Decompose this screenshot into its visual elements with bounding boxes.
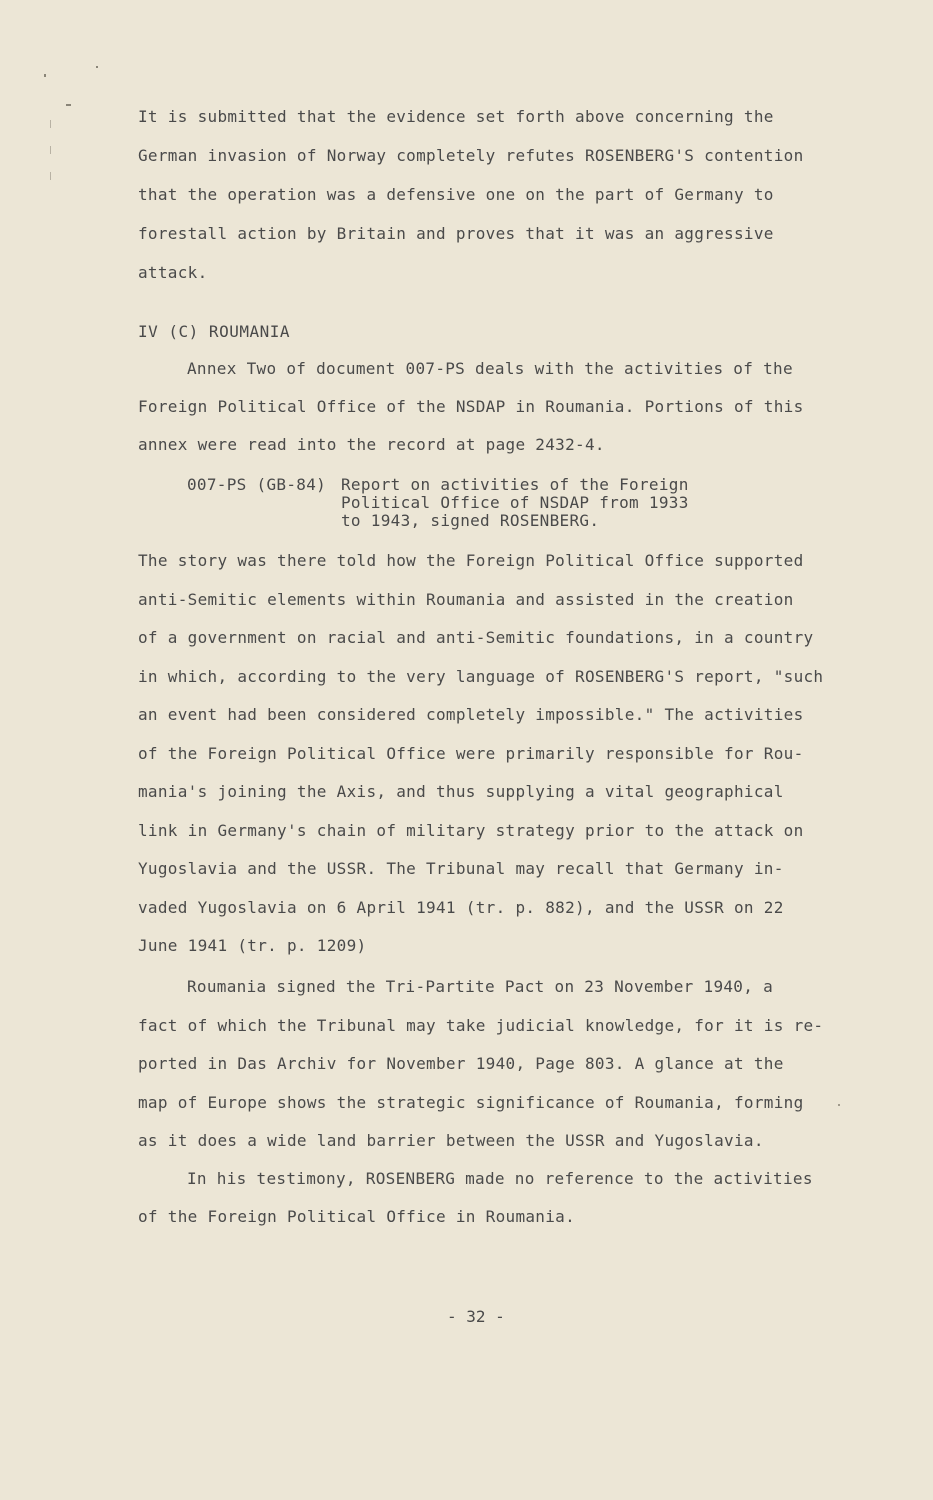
citation-line: Report on activities of the Foreign <box>341 475 689 494</box>
text-line: attack. <box>138 263 208 282</box>
margin-mark <box>44 74 46 77</box>
text-line: in which, according to the very language of ROSENBERG'S report, "such <box>138 666 824 686</box>
citation-line: Political Office of NSDAP from 1933 <box>341 493 689 512</box>
text-line: Foreign Political Office of the NSDAP in Roumania. Portions of this <box>138 397 804 416</box>
text-line: The story was there told how the Foreign Political Office supported <box>138 551 804 570</box>
text-line: of the Foreign Political Office in Roumania. <box>138 1207 576 1226</box>
margin-mark <box>838 1104 840 1106</box>
margin-mark <box>50 146 51 154</box>
text-line: forestall action by Britain and proves that it was an aggressive <box>138 224 774 243</box>
text-line: an event had been considered completely impossible." The activities <box>138 705 804 724</box>
text-line: German invasion of Norway completely refutes ROSENBERG'S contention <box>138 146 804 165</box>
text-line: annex were read into the record at page 2432-4. <box>138 435 605 454</box>
text-line: In his testimony, ROSENBERG made no reference to the activities <box>187 1169 813 1188</box>
section-heading: IV (C) ROUMANIA <box>138 322 290 341</box>
margin-mark <box>66 104 71 106</box>
text-line: vaded Yugoslavia on 6 April 1941 (tr. p. 882), and the USSR on 22 <box>138 897 784 917</box>
text-line: June 1941 (tr. p. 1209) <box>138 936 367 955</box>
text-line: Roumania signed the Tri-Partite Pact on 23 November 1940, a <box>187 977 774 996</box>
margin-mark <box>50 172 51 180</box>
citation-ref: 007-PS (GB-84) <box>187 475 327 494</box>
text-line: map of Europe shows the strategic significance of Roumania, forming <box>138 1092 804 1112</box>
text-line: anti-Semitic elements within Roumania and assisted in the creation <box>138 589 794 609</box>
text-line: fact of which the Tribunal may take judicial knowledge, for it is re- <box>138 1015 824 1035</box>
text-line: as it does a wide land barrier between the USSR and Yugoslavia. <box>138 1131 764 1150</box>
text-line: link in Germany's chain of military strategy prior to the attack on <box>138 820 804 840</box>
text-line: Yugoslavia and the USSR. The Tribunal may recall that Germany in- <box>138 859 784 878</box>
text-line: ported in Das Archiv for November 1940, Page 803. A glance at the <box>138 1054 784 1073</box>
text-line: of a government on racial and anti-Semitic foundations, in a country <box>138 628 814 647</box>
text-line: of the Foreign Political Office were primarily responsible for Rou- <box>138 743 804 763</box>
text-line: Annex Two of document 007-PS deals with the activities of the <box>187 359 793 378</box>
text-line: that the operation was a defensive one on the part of Germany to <box>138 185 774 204</box>
citation-line: to 1943, signed ROSENBERG. <box>341 511 600 530</box>
text-line: It is submitted that the evidence set forth above concerning the <box>138 107 774 126</box>
margin-mark <box>50 120 51 128</box>
margin-mark <box>96 66 98 68</box>
text-line: mania's joining the Axis, and thus supplying a vital geographical <box>138 782 784 801</box>
page-number: - 32 - <box>447 1307 505 1326</box>
